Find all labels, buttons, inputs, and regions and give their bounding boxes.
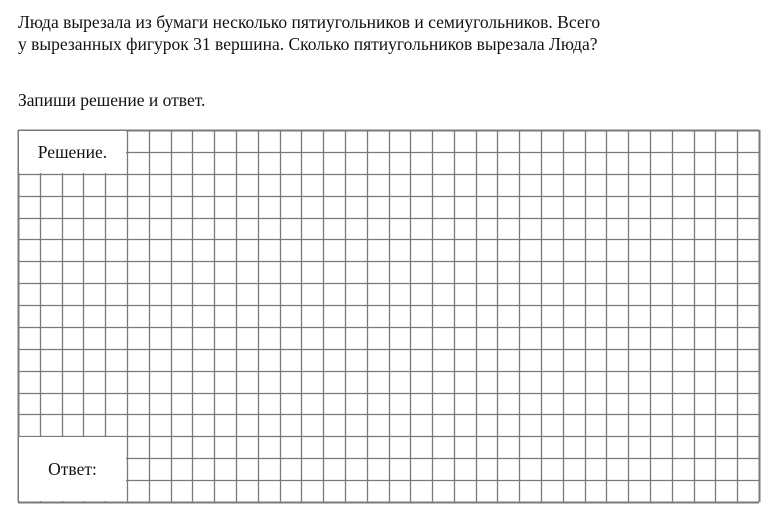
grid-lines bbox=[18, 130, 759, 502]
solution-label: Решение. bbox=[37, 142, 108, 162]
task-text bbox=[18, 11, 766, 55]
task-text-line-2: у вырезанных фигурок 31 вершина. Сколько пятиугольников вырезала Люда? bbox=[18, 34, 598, 54]
instruction-text: Запиши решение и ответ. bbox=[18, 90, 206, 110]
solution-label-box bbox=[19, 131, 126, 173]
task-text-line-1: Люда вырезала из бумаги несколько пятиугольников и семиугольников. Всего bbox=[18, 12, 601, 32]
answer-label-box bbox=[19, 437, 126, 501]
answer-label: Ответ: bbox=[48, 459, 97, 479]
answer-grid[interactable] bbox=[18, 130, 759, 502]
